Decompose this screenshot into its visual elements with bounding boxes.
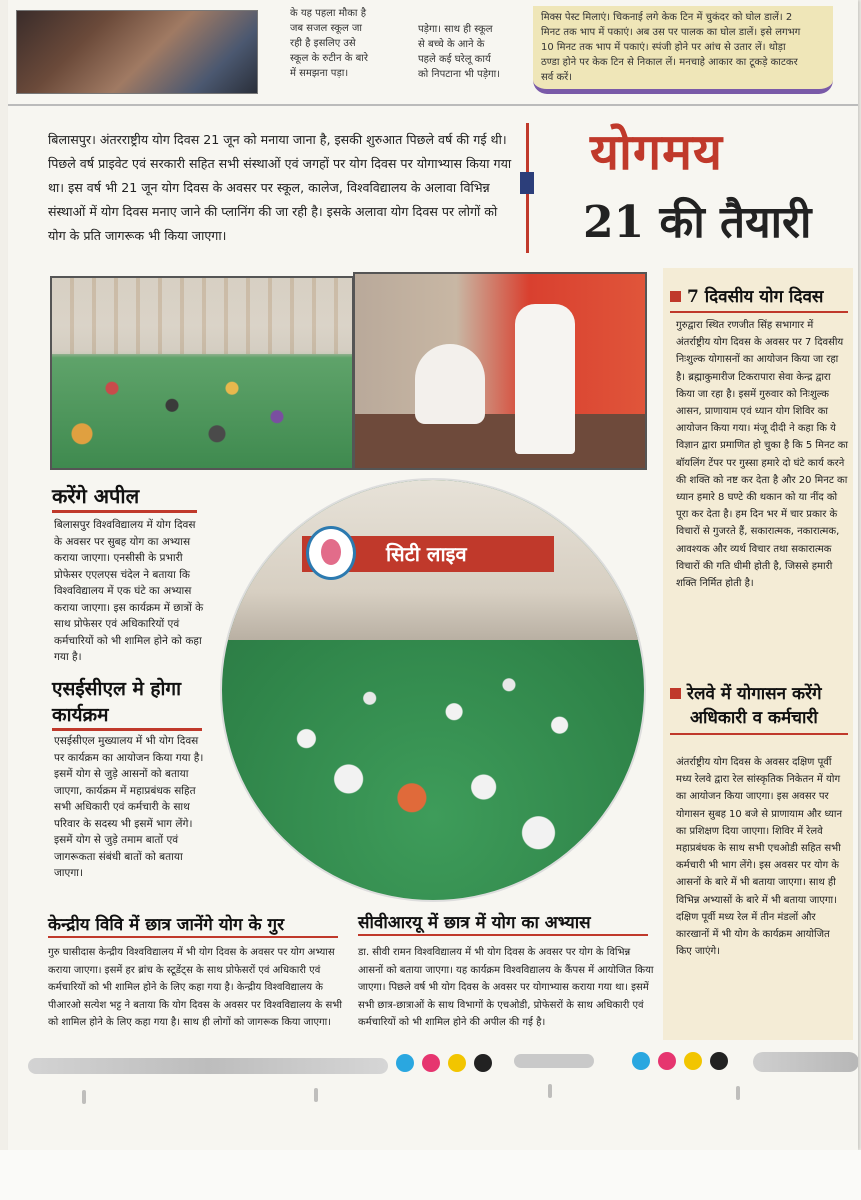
top-column-1 [290,6,402,81]
brahmakumari-photo [353,272,647,470]
top-photo [16,10,258,94]
section-underline [52,510,197,513]
right-title-railway-line1: रेलवे में योगासन करेंगे [687,684,822,704]
recipe-line: ठण्डा होने पर केक टिन से निकाल लें। मनचाहे आकार का टूकड़े काटकर [541,57,798,68]
footer-dot-black [474,1054,492,1072]
print-mark [314,1088,318,1102]
intro-divider-marker [520,172,534,194]
bottom-body-central-univ: गुरु घासीदास केन्द्रीय विश्वविद्यालय में भी योग दिवस के अवसर पर योग अभ्यास कराया जाएगा। इसमें हर ब्रांच के स्टूडेंट्स के साथ प्रोफेसरों एवं अधिकारी एवं कर्मचारियों को भी शामिल होने के लिए कहा गया है। केन्द्रीय विश्वविद्यालय के पीआरओ सत्येश भट्ट ने बताया कि योग दिवस के अवसर पर विश्वविद्यालय के सभी को शामिल होने के लिए कहा गया है। साथ ही लोगों को जागरूक किया जाएगा। [48,947,342,1028]
recipe-box [533,6,833,94]
top-col2-line: को निपटाना भी पड़ेगा। [418,69,501,80]
footer-bar-left [28,1058,388,1074]
square-bullet-icon [670,291,681,302]
footer-bar-right [753,1052,858,1072]
footer-dot-yellow [448,1054,466,1072]
right-body-7day: गुरुद्वारा स्थित रणजीत सिंह सभागार में अंतर्राष्ट्रीय योग दिवस के अवसर पर 7 दिवसीय निःशुल्क योगासनों का आयोजन किया जा रहा है। ब्रह्माकुमारीज टिकरापारा सेवा केन्द्र द्वारा किया जा रहा है। इसमें गुरुवार को निःशुल्क आसन, प्राणायाम एवं ध्यान योग शिविर का आयोजन किया गया। मंजू दीदी ने कहा कि ये विज्ञान द्वारा प्रमाणित हो चुका है कि 5 मिनट का बॉयलिंग टेंपर पर गुस्सा हमारे दो घंटे कार्य करने की शक्ति को नष्ट कर देता है और 20 मिनट का ध्यान हमारे 8 घण्टे की थकान को या नींद को पूरा कर देता है। हम दिन भर में चार प्रकार के विचारों से गुजरते हैं, सकारात्मक, नकारात्मक, आवश्यक और व्यर्थ विचार तथा सकारात्मक विचारों की गति धीमी होती है, जिससे हमारी शक्ति निर्मित होती है। [676,320,849,590]
top-col2-line: से बच्चे के आने के [418,39,485,50]
section-title-secl-line2: कार्यक्रम [52,704,109,726]
photo-wall [52,278,352,354]
scan-margin [0,1150,861,1200]
right-underline [670,733,848,735]
headline-main: योगमय [590,122,723,181]
seated-figure [415,344,485,424]
footer-dot-yellow [684,1052,702,1070]
top-col1-line: स्कूल के रुटीन के बारे [290,53,368,64]
recipe-line: मिक्स पेस्ट मिलाएं। चिकनाई लगे केक टिन में चुकंदर को घोल डालें। 2 [541,12,793,23]
circle-people [222,631,644,900]
print-mark [82,1090,86,1104]
top-col1-line: रही है इसलिए उसे [290,38,356,49]
top-col1-line: में समझना पड़ा। [290,68,349,79]
section-body-secl: एसईसीएल मुख्यालय में भी योग दिवस पर कार्यक्रम का आयोजन किया गया है। इसमें योग से जुड़े आसनों को बताया जाएगा, कार्यक्रम में महाप्रबंधक सहित सभी अधिकारी एवं कर्मचारी के साथ परिवार के सदस्य भी इसमें भाग लेंगे। इसमें योग से जुड़े तमाम बातों एवं जागरूकता संबंधी बातों को बताया जाएगा। [54,735,204,879]
footer-dot-black [710,1052,728,1070]
section-title-secl-line1: एसईसीएल मे होगा [52,678,182,700]
standing-figure [515,304,575,454]
footer-bar-middle [514,1054,594,1068]
footer-dot-pink [422,1054,440,1072]
recipe-line: मिनट तक भाप में पकाएं। अब उस पर पालक का घोल डालें। इसे लगभग [541,27,801,38]
right-title-railway [670,682,855,730]
yoga-hall-photo [50,276,354,470]
city-live-banner: सिटी लाइव [302,536,554,572]
recipe-line: 10 मिनट तक भाप में पकाएं। स्पंजी होने पर आंच से उतार लें। थोड़ा [541,42,786,53]
right-body-railway: अंतर्राष्ट्रीय योग दिवस के अवसर दक्षिण पूर्वी मध्य रेलवे द्वारा रेल सांस्कृतिक निकेतन में योग का आयोजन किया जाएगा। इस अवसर पर योगासन सुबह 10 बजे से प्राणायाम और ध्यान का प्रशिक्षण दिया जाएगा। शिविर में रेलवे महाप्रबंधक के साथ सभी एचओडी सहित सभी कर्मचारी भी भाग लेंगे। इस अवसर पर योग के आसनों के बारे में भी बताया जाएगा। साथ ही विभिन्न अभ्यासों के बारे में भी बताया जाएगा। दक्षिण पूर्वी मध्य रेल में तीन मंडलों और कारखानों में भी योग के कार्यक्रम आयोजित किए जाएंगे। [676,757,843,958]
footer-dot-pink [658,1052,676,1070]
print-mark [548,1084,552,1098]
bottom-title-central-univ: केन्द्रीय विवि में छात्र जानेंगे योग के गुर [48,915,285,935]
footer-dot-blue [396,1054,414,1072]
section-body-appeal: बिलासपुर विश्वविद्यालय में योग दिवस के अवसर पर सुबह योग का अभ्यास कराया जाएगा। एनसीसी के प्रभारी प्रोफेसर एएलएस चंदेल ने बताया कि विश्वविद्यालय में एक घंटे का अभ्यास कराया जाएगा। इस कार्यक्रम में छात्रों के साथ प्रोफेसर एवं अधिकारियों एवं कर्मचारियों को भी शामिल होने को कहा गया है। [54,519,204,663]
intro-paragraph: बिलासपुर। अंतरराष्ट्रीय योग दिवस 21 जून को मनाया जाना है, इसकी शुरुआत पिछले वर्ष की गई थी। पिछले वर्ष प्राइवेट एवं सरकारी सहित सभी संस्थाओं एवं जगहों पर योग दिवस पर योगाभ्यास किया गया था। इस वर्ष भी 21 जून योग दिवस के अवसर पर स्कूल, कालेज, विश्वविद्यालय के अलावा विभिन्न संस्थाओं में योग दिवस मनाए जाने की प्लानिंग की जा रही है। इसके अलावा योग दिवस पर लोगों को योग के प्रति जागरूक भी किया जाएगा। [48,132,512,243]
right-title-7day [670,285,855,309]
top-col2-line: पहले कई घरेलू कार्य [418,54,491,65]
bottom-body-cvru: डा. सीवी रामन विश्वविद्यालय में भी योग दिवस के अवसर पर योग के विभिन्न आसनों को बताया जाएगा। यह कार्यक्रम विश्वविद्यालय के कैंपस में आयोजित किया जाएगा। पिछले वर्ष भी योग दिवस के अवसर पर योगाभ्यास कराया गया था। इसमें सभी छात्र-छात्राओं के साथ विभागों के एचओडी, प्रोफेसरों के साथ अधिकारी एवं कर्मचारियों को भी शामिल होने की अपील की गई है। [358,947,654,1028]
footer-dot-blue [632,1052,650,1070]
bottom-underline [48,936,338,938]
bottom-title-cvru: सीवीआरयू में छात्र में योग का अभ्यास [358,913,591,933]
section-title-secl [52,676,181,728]
bottom-underline [358,934,648,936]
right-underline [670,311,848,313]
print-mark [736,1086,740,1100]
recipe-line: सर्व करें। [541,72,573,83]
square-bullet-icon [670,688,681,699]
photo-crowd [52,354,352,468]
top-col1-line: जब सजल स्कूल जा [290,23,362,34]
top-divider [8,104,858,106]
top-col2-line: पड़ेगा। साथ ही स्कूल [418,24,493,35]
newspaper-page [8,0,858,1150]
headline-sub: 21 की तैयारी [583,197,812,248]
right-title-7day-text: 7 दिवसीय योग दिवस [687,287,824,307]
section-title-appeal: करेंगे अपील [52,484,140,508]
top-col1-line: के यह पहला मौका है [290,8,367,19]
photo-floor [355,414,645,468]
top-column-2 [418,22,528,82]
section-underline [52,728,202,731]
city-live-logo-icon [306,526,356,580]
right-title-railway-line2: अधिकारी व कर्मचारी [690,708,818,728]
